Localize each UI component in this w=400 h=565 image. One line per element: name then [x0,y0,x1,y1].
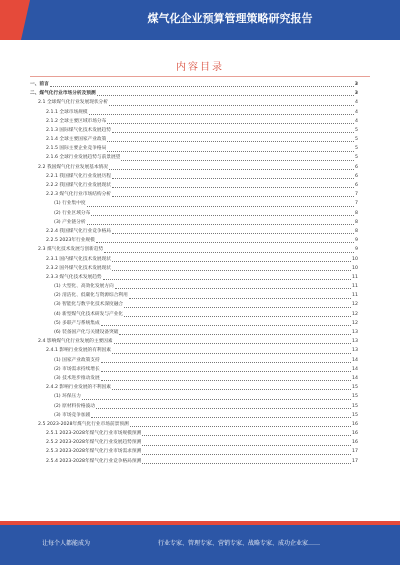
toc-entry[interactable] [30,154,358,163]
toc-leader-dots [103,279,351,280]
toc-entry[interactable] [30,135,358,144]
toc-entry-label: 2.5.3 2023-2028年煤气化行业市场需求预测 [46,449,142,455]
report-title: 煤气化企业预算管理策略研究报告 [147,12,313,25]
toc-entry-page: 8 [355,228,358,234]
toc-entry-label: 2.3 煤气化技术发展与创新趋势 [38,247,104,253]
toc-leader-dots [114,343,351,344]
toc-entry[interactable] [30,236,358,245]
toc-leader-dots [112,389,351,390]
toc-entry-page: 5 [355,146,358,152]
toc-entry-label: 2.1.6 全球行业发展趋势与前景展望 [46,155,121,161]
toc-entry-page: 3 [354,81,358,87]
toc-entry-label: (5) 多联产与系统集成 [54,320,100,326]
toc-entry-label: 2.5 2023-2028年煤气化行业市场前景预测 [38,421,129,427]
toc-entry-label: 2.1.5 国际主要企业竞争格局 [46,146,107,152]
toc-entry[interactable] [30,80,358,89]
toc-entry-label: (2) 行业区域分布 [54,210,91,216]
toc-leader-dots [142,435,351,436]
toc-entry-page: 14 [352,366,358,372]
toc-entry[interactable] [30,429,358,438]
toc-leader-dots [89,114,354,115]
toc-leader-dots [97,95,354,96]
toc-entry-page: 3 [354,91,358,97]
toc-leader-dots [87,206,354,207]
toc-entry-page: 12 [352,320,358,326]
toc-entry[interactable] [30,328,358,337]
toc-entry-label: 2.1 全球煤气化行业发展现状分析 [38,100,108,106]
toc-entry-page: 11 [352,293,358,299]
toc-leader-dots [96,242,354,243]
toc-entry[interactable] [30,374,358,383]
toc-entry-label: 2.2.5 2023年行业规模 [46,238,95,244]
footer-accent-stripe [0,521,400,525]
toc-leader-dots [112,178,354,179]
toc-entry-page: 5 [355,127,358,133]
toc-entry-label: (3) 产业链分析 [54,219,86,225]
toc-entry-label: 2.3.2 国外煤气化技术发展现状 [46,265,111,271]
toc-leader-dots [112,233,354,234]
toc-entry[interactable] [30,89,358,98]
toc-entry-page: 5 [355,155,358,161]
toc-entry[interactable] [30,181,358,190]
toc-entry-label: 2.2.4 我国煤气化行业竞争格局 [46,228,111,234]
toc-entry-page: 4 [355,100,358,106]
toc-entry[interactable] [30,365,358,374]
toc-entry[interactable] [30,356,358,365]
toc-entry[interactable] [30,144,358,153]
toc-entry[interactable] [30,227,358,236]
toc-entry-page: 12 [352,302,358,308]
toc-entry-label: 二、煤气化行业市场分析及预测 [30,91,96,97]
toc-entry-label: 2.2.1 我国煤气化行业发展历程 [46,173,111,179]
toc-leader-dots [142,463,351,464]
toc-entry[interactable] [30,199,358,208]
toc-leader-dots [142,445,351,446]
toc-leader-dots [121,160,354,161]
toc-entry-page: 12 [352,311,358,317]
toc-entry[interactable] [30,291,358,300]
toc-entry-label: 2.1.2 全球主要区域市场分布 [46,118,107,124]
toc-divider [30,76,370,77]
toc-entry-page: 14 [352,357,358,363]
toc-entry-page: 13 [352,348,358,354]
toc-entry[interactable] [30,457,358,466]
toc-entry[interactable] [30,438,358,447]
footer-slogan: 让每个人都能成为 [42,540,91,547]
toc-leader-dots [129,298,351,299]
toc-heading: 内容目录 [176,62,224,73]
toc-leader-dots [107,123,354,124]
toc-leader-dots [115,288,351,289]
toc-entry[interactable] [30,126,358,135]
toc-entry[interactable] [30,346,358,355]
toc-entry[interactable] [30,301,358,310]
toc-entry[interactable] [30,383,358,392]
toc-leader-dots [119,334,351,335]
toc-entry-page: 15 [352,412,358,418]
toc-entry-page: 15 [352,403,358,409]
toc-entry[interactable] [30,411,358,420]
toc-leader-dots [142,454,351,455]
toc-entry-page: 11 [352,274,358,280]
toc-leader-dots [87,224,354,225]
toc-entry-page: 8 [355,210,358,216]
toc-leader-dots [109,169,354,170]
toc-leader-dots [50,86,354,87]
toc-entry[interactable] [30,108,358,117]
toc-entry-page: 16 [352,421,358,427]
toc-entry-label: (4) 新型煤气化技术研发与产业化 [54,311,124,317]
toc-leader-dots [104,252,354,253]
toc-entry[interactable] [30,163,358,172]
toc-entry-page: 9 [355,247,358,253]
toc-entry-page: 15 [352,385,358,391]
toc-entry[interactable] [30,319,358,328]
toc-entry-label: 2.4.1 影响行业发展的有利因素 [46,348,111,354]
toc-entry-label: 2.5.2 2023-2028年煤气化行业发展趋势预测 [46,440,142,446]
toc-entry-label: (3) 技术进步推动发展 [54,375,100,381]
toc-entry-page: 11 [352,284,358,290]
toc-entry-label: (1) 环保压力 [54,394,81,400]
toc-entry-page: 17 [352,458,358,464]
toc-entry-label: 2.2 我国煤气化行业发展基本情况 [38,164,108,170]
toc-leader-dots [112,353,351,354]
toc-entry-page: 13 [352,339,358,345]
toc-entry-page: 16 [352,440,358,446]
toc-leader-dots [130,426,351,427]
toc-entry-label: (3) 市场竞争加剧 [54,412,91,418]
toc-entry[interactable] [30,282,358,291]
toc-entry-label: 2.2.3 煤气化行业市场结构分析 [46,192,111,198]
toc-entry-label: (2) 原材料价格波动 [54,403,95,409]
toc-entry-page: 17 [352,449,358,455]
toc-entry[interactable] [30,392,358,401]
toc-entry-label: (2) 市场需求持续增长 [54,366,100,372]
toc-leader-dots [112,270,351,271]
footer-banner [0,521,400,565]
toc-entry[interactable] [30,172,358,181]
toc-entry-page: 9 [355,238,358,244]
toc-entry[interactable] [30,117,358,126]
toc-leader-dots [112,187,354,188]
toc-entry-page: 8 [355,219,358,225]
toc-entry-page: 13 [352,330,358,336]
toc-entry-page: 7 [355,192,358,198]
toc-entry-label: 2.1.4 全球主要国家产业政策 [46,137,107,143]
toc-entry-label: 2.4.2 影响行业发展的不利因素 [46,385,111,391]
toc-entry[interactable] [30,245,358,254]
toc-entry-label: 2.3.1 国内煤气化技术发展现状 [46,256,111,262]
toc-leader-dots [112,196,354,197]
toc-entry-label: (2) 清洁化、低碳化与资源综合利用 [54,293,128,299]
toc-leader-dots [96,408,351,409]
toc-entry-page: 7 [355,201,358,207]
toc-entry-page: 6 [355,164,358,170]
toc-entry-label: 2.1.1 全球市场规模 [46,109,88,115]
toc-leader-dots [82,399,351,400]
toc-entry-page: 4 [355,109,358,115]
toc-entry-label: (1) 行业集中度 [54,201,86,207]
toc-entry-label: (1) 国家产业政策支持 [54,357,100,363]
toc-leader-dots [91,417,351,418]
toc-entry-label: (1) 大型化、高效化发展方向 [54,284,114,290]
toc-entry-page: 15 [352,394,358,400]
toc-entry-page: 5 [355,137,358,143]
toc-entry[interactable] [30,337,358,346]
toc-leader-dots [112,132,354,133]
toc-entry-page: 6 [355,173,358,179]
toc-entry[interactable] [30,402,358,411]
toc-entry[interactable] [30,218,358,227]
toc-entry-page: 4 [355,118,358,124]
toc-entry-label: 2.3.3 煤气化技术发展趋势 [46,274,102,280]
toc-entry[interactable] [30,310,358,319]
toc-entry-page: 10 [352,265,358,271]
toc-entry-label: 2.5.4 2023-2028年煤气化行业竞争格局预测 [46,458,142,464]
toc-entry[interactable] [30,190,358,199]
toc-entry-page: 16 [352,431,358,437]
toc-entry[interactable] [30,273,358,282]
toc-entry[interactable] [30,255,358,264]
toc-leader-dots [101,371,351,372]
toc-entry[interactable] [30,209,358,218]
toc-entry[interactable] [30,448,358,457]
toc-entry-label: (3) 智能化与数字化技术深度融合 [54,302,124,308]
toc-leader-dots [124,307,351,308]
toc-entry-label: (6) 装备国产化与关键设备突破 [54,330,119,336]
toc-entry-label: 2.1.3 国际煤气化技术发展趋势 [46,127,111,133]
toc-leader-dots [109,105,354,106]
toc-entry[interactable] [30,98,358,107]
toc-entry-label: 一、前言 [30,81,49,87]
toc-leader-dots [101,325,351,326]
toc-entry[interactable] [30,264,358,273]
toc-leader-dots [101,380,351,381]
toc-entry-label: 2.5.1 2023-2028年煤气化行业市场规模预测 [46,431,142,437]
toc-entry-label: 2.4 影响煤气化行业发展的主要因素 [38,339,113,345]
toc-leader-dots [124,316,351,317]
toc-leader-dots [101,362,351,363]
toc-entry[interactable] [30,420,358,429]
toc-leader-dots [107,151,354,152]
footer-tagline: 行业专家、管理专家、营销专家、战略专家、成功企业家…… [158,540,321,547]
table-of-contents [30,80,358,466]
header-banner [0,0,400,40]
toc-leader-dots [112,261,351,262]
toc-entry-page: 10 [352,256,358,262]
toc-entry-page: 14 [352,375,358,381]
toc-entry-label: 2.2.2 我国煤气化行业发展现状 [46,183,111,189]
toc-leader-dots [91,215,354,216]
toc-leader-dots [107,141,354,142]
toc-entry-page: 6 [355,183,358,189]
header-accent-stripe [0,0,30,40]
